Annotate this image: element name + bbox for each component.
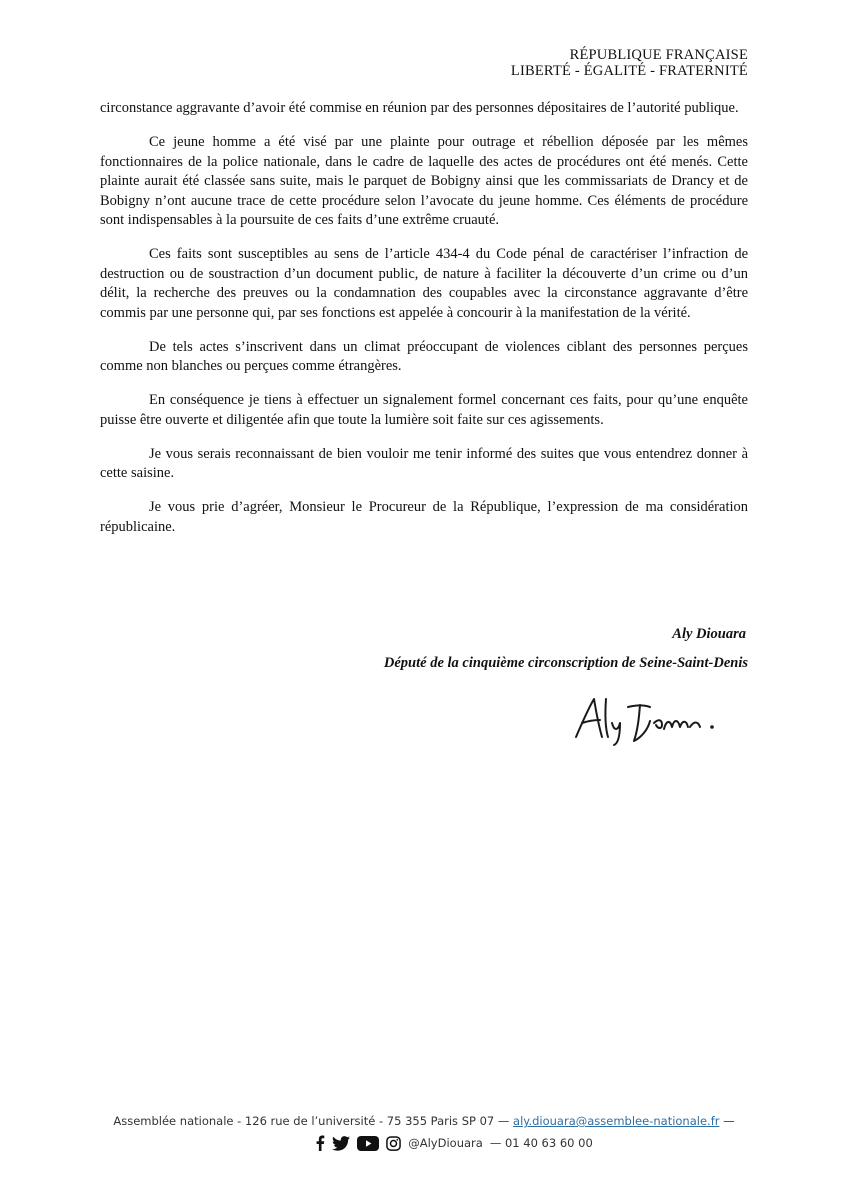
footer-phone: — 01 40 63 60 00 [489,1136,593,1150]
handwritten-signature [570,693,720,748]
footer-contact-line [0,1135,848,1151]
page-footer [0,1112,848,1151]
footer-email-link[interactable]: aly.diouara@assemblee-nationale.fr [513,1114,720,1128]
republic-motto: LIBERTÉ - ÉGALITÉ - FRATERNITÉ [510,63,748,79]
youtube-icon[interactable] [357,1136,379,1151]
twitter-icon[interactable] [332,1136,350,1151]
paragraph-request: En conséquence je tiens à effectuer un signalement formel concernant ces faits, pour qu’une enquête puisse être ouverte et diligentée afin que toute la lumière soit faite sur ces agissements. [100,392,748,428]
paragraph-continuation: circonstance aggravante d’avoir été commise en réunion par des personnes dépositaires de l’autorité publique. [100,100,739,116]
instagram-icon[interactable] [386,1136,401,1151]
letter-body [100,99,748,552]
paragraph-legal-basis: Ces faits sont susceptibles au sens de l’article 434-4 du Code pénal de caractériser l’infraction de destruction ou de soustraction d’un document public, de nature à faciliter la découverte d’un crime ou d’un délit, la recherche des preuves ou la condamnation des coupables avec la circonstance aggravante d’être commis par une personne qui, par ses fonctions est appelée à concourir à la manifestation de la vérité. [100,246,748,321]
footer-address-line [0,1112,848,1130]
republic-title: RÉPUBLIQUE FRANÇAISE [569,47,748,63]
footer-dash: — [723,1114,735,1128]
paragraph-complaint: Ce jeune homme a été visé par une plainte pour outrage et rébellion déposée par les mêmes fonctionnaires de la police nationale, dans le cadre de laquelle des actes de procédures ont été menés. Cette plainte aurait été classée sans suite, mais le parquet de Bobigny ainsi que les commissariats de Drancy et de Bobigny n’ont aucune trace de cette procédure selon l’avocate du jeune homme. Ces éléments de procédure sont indispensables à la poursuite de ces faits d’une extrême cruauté. [100,134,748,228]
facebook-icon[interactable] [315,1135,325,1151]
signatory-title: Député de la cinquième circonscription de Seine-Saint-Denis [383,655,748,671]
footer-handle[interactable]: @AlyDiouara [408,1136,483,1150]
paragraph-closing: Je vous prie d’agréer, Monsieur le Procureur de la République, l’expression de ma considération républicaine. [100,499,748,535]
letterhead [511,47,748,79]
footer-address: Assemblée nationale - 126 rue de l’université - 75 355 Paris SP 07 — [113,1114,510,1128]
signatory-name: Aly Diouara [672,626,746,642]
paragraph-context: De tels actes s’inscrivent dans un climat préoccupant de violences ciblant des personnes perçues comme non blanches ou perçues comme étrangères. [100,338,748,374]
paragraph-followup: Je vous serais reconnaissant de bien vouloir me tenir informé des suites que vous entendrez donner à cette saisine. [100,445,748,481]
